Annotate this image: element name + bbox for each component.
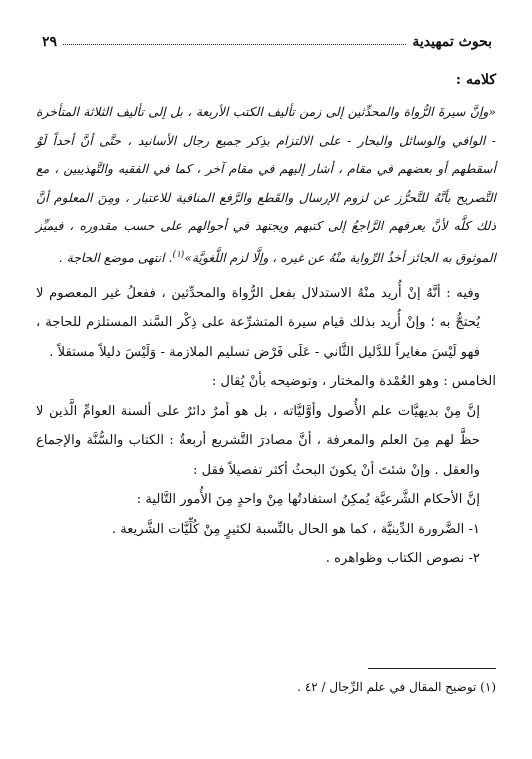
page-body <box>36 72 496 574</box>
quote-line: والقَطع والرَّفع المنافية للاعتبار ، ومِنَ المعلوم أنَّ ذلك كلَّه لأنَّ يعرفهم <box>36 189 496 234</box>
paragraph-rulings-intro: إنَّ الأحكام الشَّرعيَّة يُمكِنُ استفادتُها مِنْ واحدٍ مِنَ الأُمور التَّالية : <box>136 492 480 508</box>
quote-line: الجائز أخذُ الرِّواية منْهُ عن غيره ، وإلَّا لزم اللَّغويَّة» <box>184 250 438 266</box>
footnote-marker: (١) <box>172 249 185 260</box>
dotted-leader <box>63 44 406 45</box>
quote-line: «وإنَّ سيرةَ الرُّواة والمحدِّثين إلى زمن تأليف الكتب الأربعة ، بل إلى تأليف <box>116 104 496 119</box>
paragraph-critique: وفيه : أنَّهُ إنْ أُريد منْهُ الاستدلال بفعل الرُّواة والمحدِّثين ، ففعلُ غير المعصوم لا يُحتجُّ به ؛ وإنْ أُريد بذلك قيام سيرة المتشرِّعة على ذِكْر السَّند المستلزم للحاجة ، فهو لَيْسَ مغايراً للدَّليل الثَّاني - عَلَى فَرْض تسليم الملازمة - وَلَيْسَ دليلاً مستقلاً . <box>36 285 480 360</box>
quote-line: الرَّاجعُ إلى كتبهم ويجتهد في أحوالهم على حسب مقدوره ، فيميِّز الموثوق به <box>36 218 496 266</box>
quoted-passage <box>36 98 496 273</box>
footnote-divider <box>368 668 496 669</box>
page-number: ٢٩ <box>42 34 58 50</box>
list-item-necessity: ١- الضَّرورة الدِّينيَّة ، كما هو الحال بالنِّسبة لكثيرٍ مِنْ كُلِّيَّات الشَّريعة . <box>111 521 480 537</box>
paragraph-fifth-heading: الخامس : وهو العُمْدة والمختار ، وتوضيحه بأنْ يُقال : <box>211 374 496 390</box>
page-header <box>42 28 492 50</box>
list-item-book-texts: ٢- نصوص الكتاب وظواهره . <box>325 551 480 567</box>
section-label: كلامه : <box>455 72 496 88</box>
quote-line: الثلاثة المتأخرة - الوافي والوسائل والبحار - على الالتزام بذِكر جميع رجال <box>36 104 496 148</box>
footnote: (١) توضيح المقال في علم الرِّجال / ٤٢ . <box>297 680 496 694</box>
quote-line: الأسانيد ، حتَّى أنَّ أحداً لَوْ أسقطهم أو بعضهم في مقام ، أشار إليهم في مقام <box>36 132 497 177</box>
quote-tail: . انتهى موضع الحاجة . <box>58 250 173 266</box>
paragraph-sources: إنَّ مِنْ بديهيَّات علم الأُصول وأوَّليَّاته ، بل هو أمرٌ دائرٌ على ألسنة العوامِّ الَّذين لا حظَّ لهم مِنَ العلم والمعرفة ، أنَّ مصادرَ التَّشريع أربعةٌ : الكتاب والسُّنَّة والإجماع والعقل . وإنْ شئتَ أنْ يكونَ البحثُ أكثر تفصيلاً فقل : <box>36 403 480 478</box>
quote-line: آخر ، كما في الفقيه والتَّهذيبين ، مع التَّصريح بأنَّهُ للتَّحرُّز عن لزوم الإرسال <box>36 161 496 205</box>
running-title: بحوث تمهيدية <box>412 34 492 50</box>
